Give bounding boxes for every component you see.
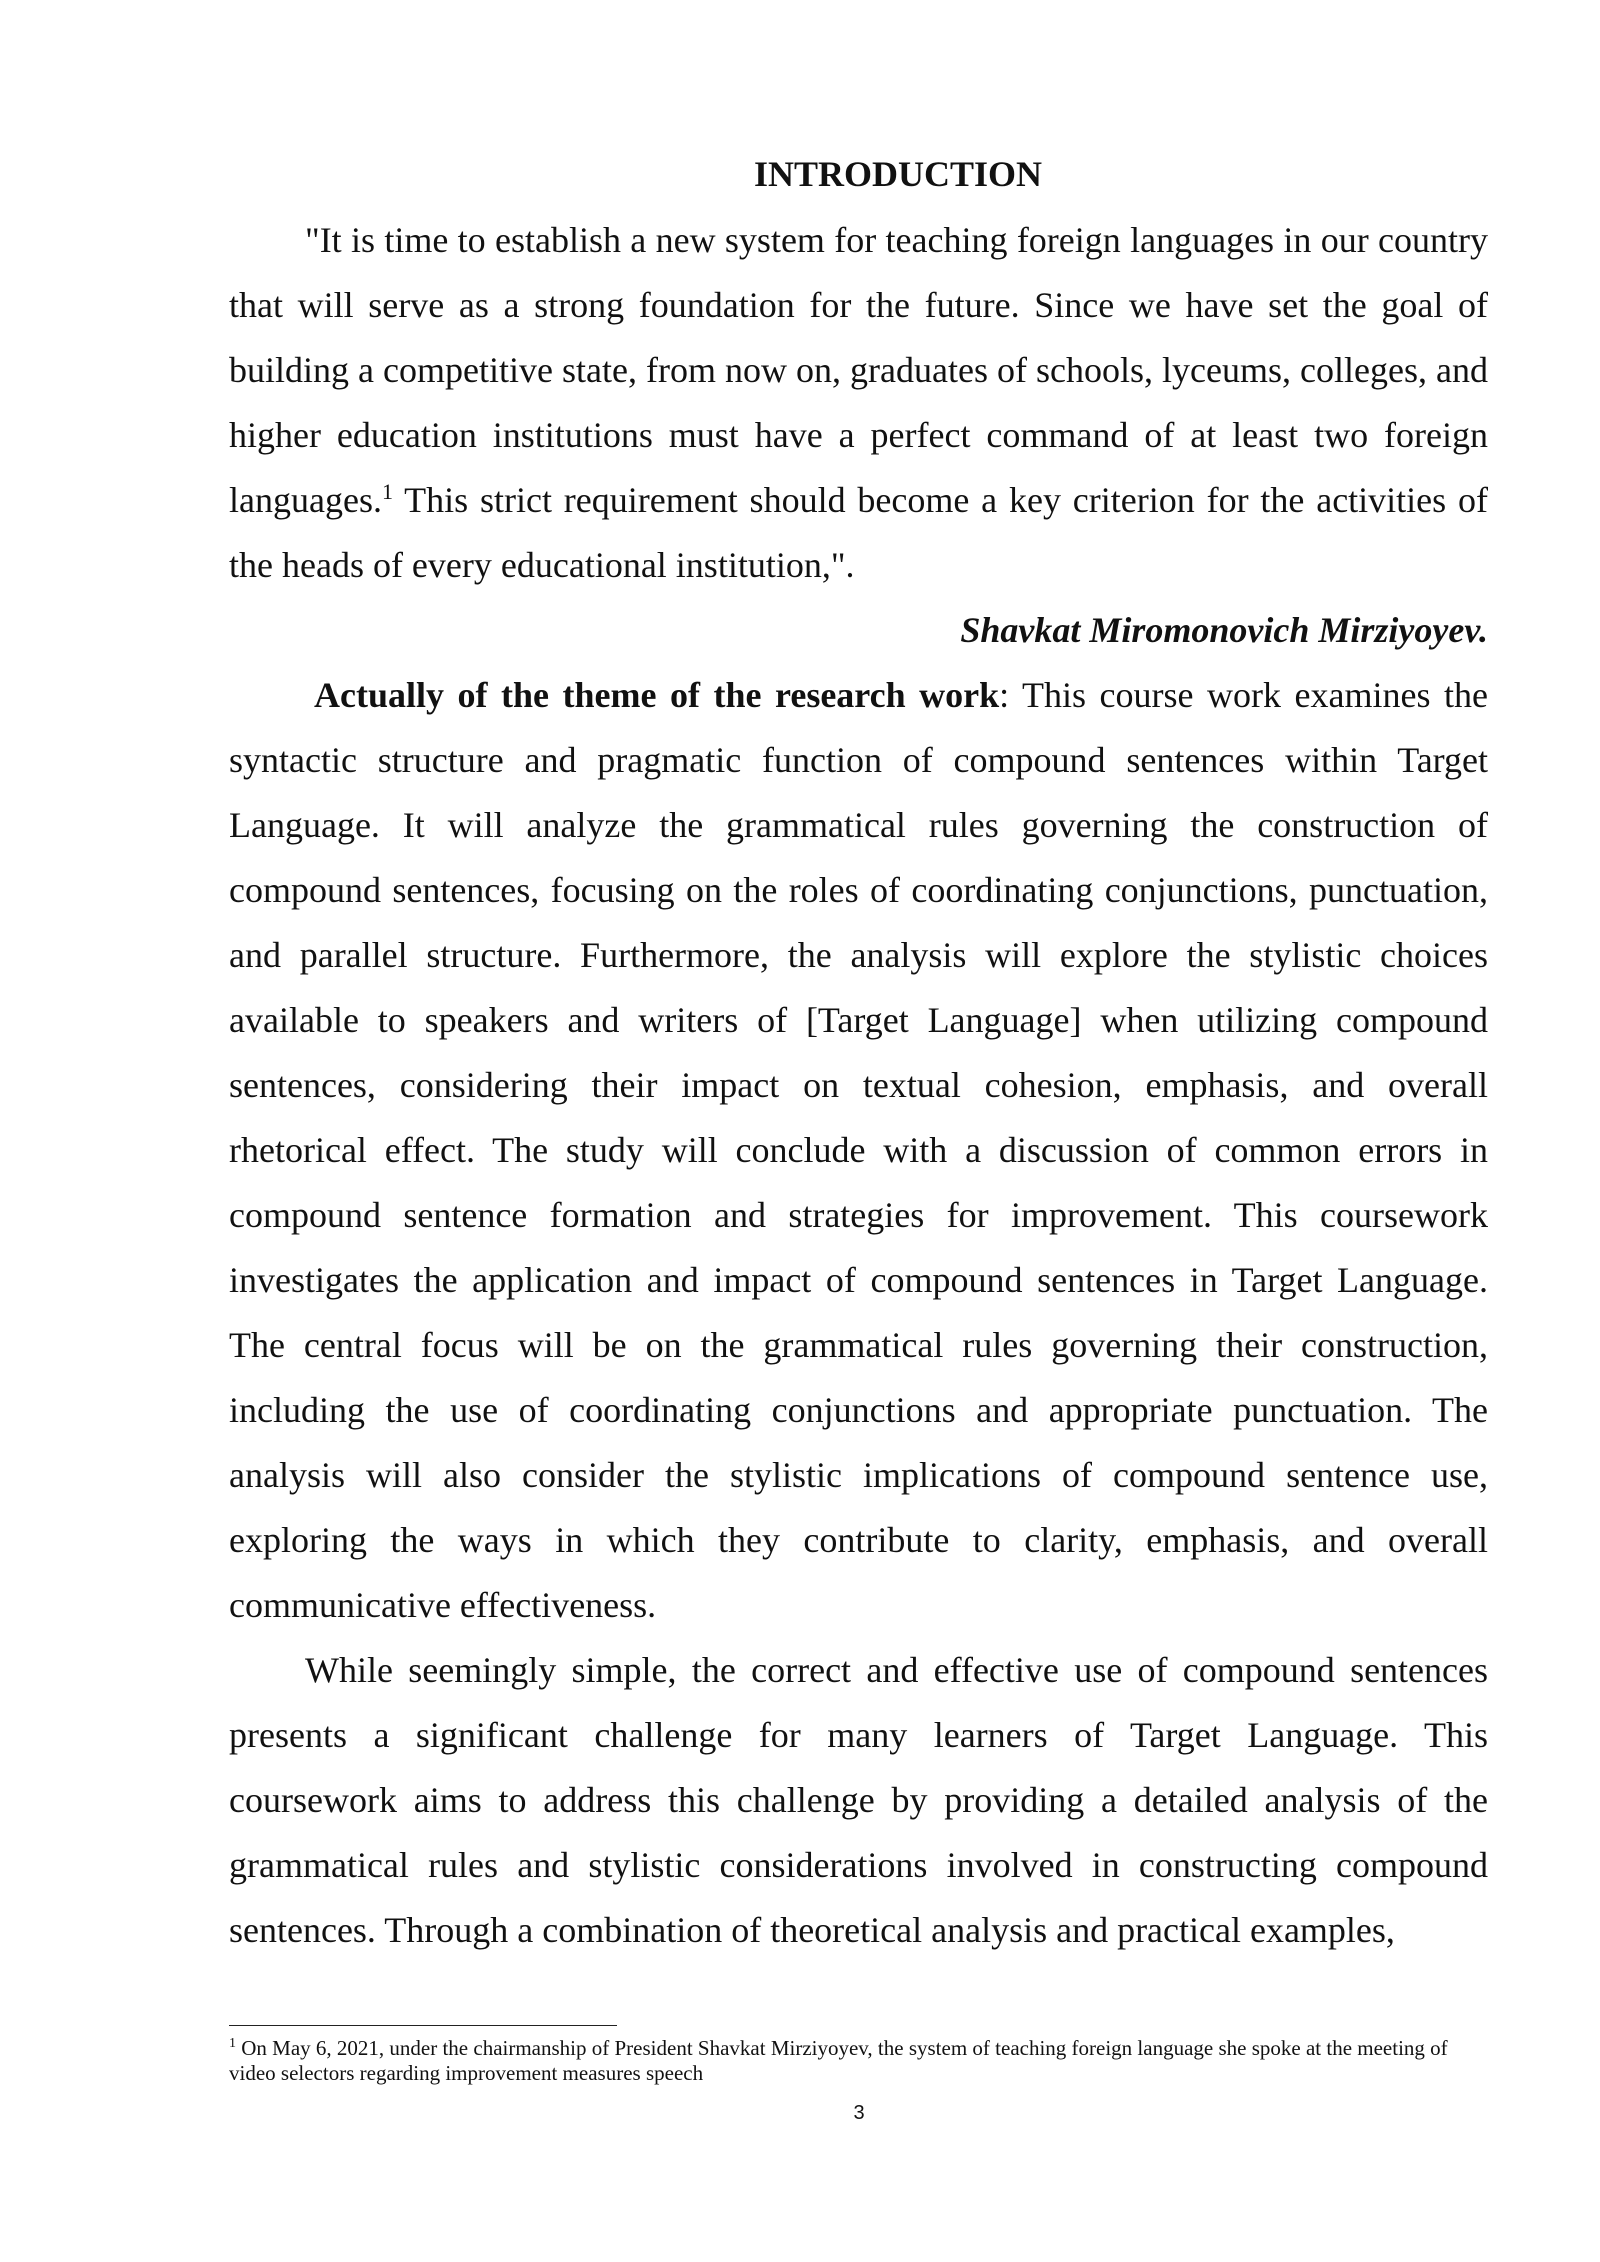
actuality-paragraph <box>229 663 1488 1638</box>
footnote-mark: 1 <box>229 2036 236 2051</box>
footnote <box>229 2036 1488 2086</box>
actuality-text: : This course work examines the syntactic structure and pragmatic function of compound sentences within Target Language. It will analyze the grammatical rules governing the construction of compound sentences, focusing on the roles of coordinating conjunctions, punctuation, and parallel structure. Furthermore, the analysis will explore the stylistic choices available to speakers and writers of [Target Language] when utilizing compound sentences, considering their impact on textual cohesion, emphasis, and overall rhetorical effect. The study will conclude with a discussion of common errors in compound sentence formation and strategies for improvement. This coursework investigates the application and impact of compound sentences in Target Language. The central focus will be on the grammatical rules governing their construction, including the use of coordinating conjunctions and appropriate punctuation. The analysis will also consider the stylistic implications of compound sentence use, exploring the ways in which they contribute to clarity, emphasis, and overall communicative effectiveness. <box>229 675 1488 1625</box>
footnote-reference[interactable]: 1 <box>381 479 393 504</box>
quote-paragraph <box>229 208 1488 598</box>
page-number: 3 <box>853 2102 865 2124</box>
quote-text-before-note: "It is time to establish a new system for teaching foreign languages in our country that will serve as a strong foundation for the future. Since we have set the goal of building a competitive state, from now on, graduates of schools, lyceums, colleges, and higher education institutions must have a perfect command of at least two foreign languages. <box>229 220 1488 520</box>
section-heading: INTRODUCTION <box>753 154 1043 194</box>
challenge-paragraph: While seemingly simple, the correct and effective use of compound sentences presents a significant challenge for many learners of Target Language. This coursework aims to address this challenge by providing a detailed analysis of the grammatical rules and stylistic considerations involved in constructing compound sentences. Through a combination of theoretical analysis and practical examples, <box>229 1650 1488 1950</box>
footnote-text: On May 6, 2021, under the chairmanship of President Shavkat Mirziyoyev, the system of teaching foreign language she spoke at the meeting of video selectors regarding improvement measures speech <box>229 2036 1448 2085</box>
actuality-lead: Actually of the theme of the research work <box>314 675 1000 715</box>
quote-attribution: Shavkat Miromonovich Mirziyoyev. <box>960 610 1488 650</box>
quote-text-after-note: This strict requirement should become a key criterion for the activities of the heads of every educational institution,". <box>229 480 1488 585</box>
footnote-separator <box>229 2025 617 2026</box>
